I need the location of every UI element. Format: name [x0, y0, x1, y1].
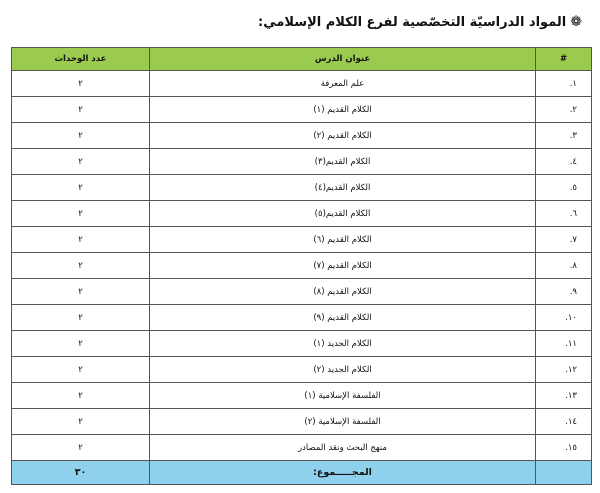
section-heading [258, 14, 582, 30]
table-row [12, 71, 592, 97]
row-course-title: علم المعرفة [150, 71, 536, 97]
header-units: عدد الوحدات [12, 48, 150, 71]
total-spacer [536, 461, 592, 485]
table-row [12, 279, 592, 305]
row-number: ١٠. [536, 305, 592, 331]
table-header-row [12, 48, 592, 71]
row-units: ٢ [12, 279, 150, 305]
flower-bullet-icon: ❁ [570, 14, 582, 30]
section-heading-text: المواد الدراسيّة التخصّصية لفرع الكلام الإسلامي: [258, 14, 567, 30]
row-course-title: الكلام القديم (٨) [150, 279, 536, 305]
row-number: ٧. [536, 227, 592, 253]
row-course-title: الفلسفة الإسلامية (٢) [150, 409, 536, 435]
row-units: ٢ [12, 383, 150, 409]
row-number: ٥. [536, 175, 592, 201]
table-row [12, 97, 592, 123]
row-course-title: الكلام القديم (٧) [150, 253, 536, 279]
row-course-title: الكلام القديم(٥) [150, 201, 536, 227]
row-course-title: الكلام الجديد (٢) [150, 357, 536, 383]
row-units: ٢ [12, 175, 150, 201]
row-units: ٢ [12, 71, 150, 97]
row-number: ١٥. [536, 435, 592, 461]
table-row [12, 305, 592, 331]
row-number: ٩. [536, 279, 592, 305]
total-row [12, 461, 592, 485]
table-row [12, 357, 592, 383]
row-units: ٢ [12, 227, 150, 253]
table-row [12, 253, 592, 279]
row-course-title: الكلام القديم (٩) [150, 305, 536, 331]
row-course-title: الفلسفة الإسلامية (١) [150, 383, 536, 409]
row-units: ٢ [12, 305, 150, 331]
header-number: # [536, 48, 592, 71]
row-units: ٢ [12, 357, 150, 383]
row-number: ٦. [536, 201, 592, 227]
row-units: ٢ [12, 253, 150, 279]
row-number: ١٣. [536, 383, 592, 409]
row-course-title: الكلام القديم (١) [150, 97, 536, 123]
row-number: ١١. [536, 331, 592, 357]
row-number: ٣. [536, 123, 592, 149]
row-course-title: الكلام الجديد (١) [150, 331, 536, 357]
table-row [12, 175, 592, 201]
table-row [12, 331, 592, 357]
total-label: المجـــــموع: [150, 461, 536, 485]
row-number: ١. [536, 71, 592, 97]
row-units: ٢ [12, 149, 150, 175]
row-course-title: الكلام القديم (٢) [150, 123, 536, 149]
row-course-title: منهج البحث ونقد المصادر [150, 435, 536, 461]
table-row [12, 409, 592, 435]
row-course-title: الكلام القديم(٤) [150, 175, 536, 201]
header-course-title: عنوان الدرس [150, 48, 536, 71]
row-units: ٢ [12, 409, 150, 435]
row-course-title: الكلام القديم(٣) [150, 149, 536, 175]
row-number: ٤. [536, 149, 592, 175]
row-number: ١٤. [536, 409, 592, 435]
table-row [12, 227, 592, 253]
table-row [12, 383, 592, 409]
row-units: ٢ [12, 331, 150, 357]
table-row [12, 201, 592, 227]
table-row [12, 435, 592, 461]
row-number: ٨. [536, 253, 592, 279]
table-row [12, 149, 592, 175]
table-row [12, 123, 592, 149]
row-units: ٢ [12, 201, 150, 227]
row-number: ٢. [536, 97, 592, 123]
total-units: ٣٠ [12, 461, 150, 485]
row-units: ٢ [12, 97, 150, 123]
row-number: ١٢. [536, 357, 592, 383]
row-units: ٢ [12, 435, 150, 461]
row-units: ٢ [12, 123, 150, 149]
courses-table [11, 47, 592, 485]
row-course-title: الكلام القديم (٦) [150, 227, 536, 253]
